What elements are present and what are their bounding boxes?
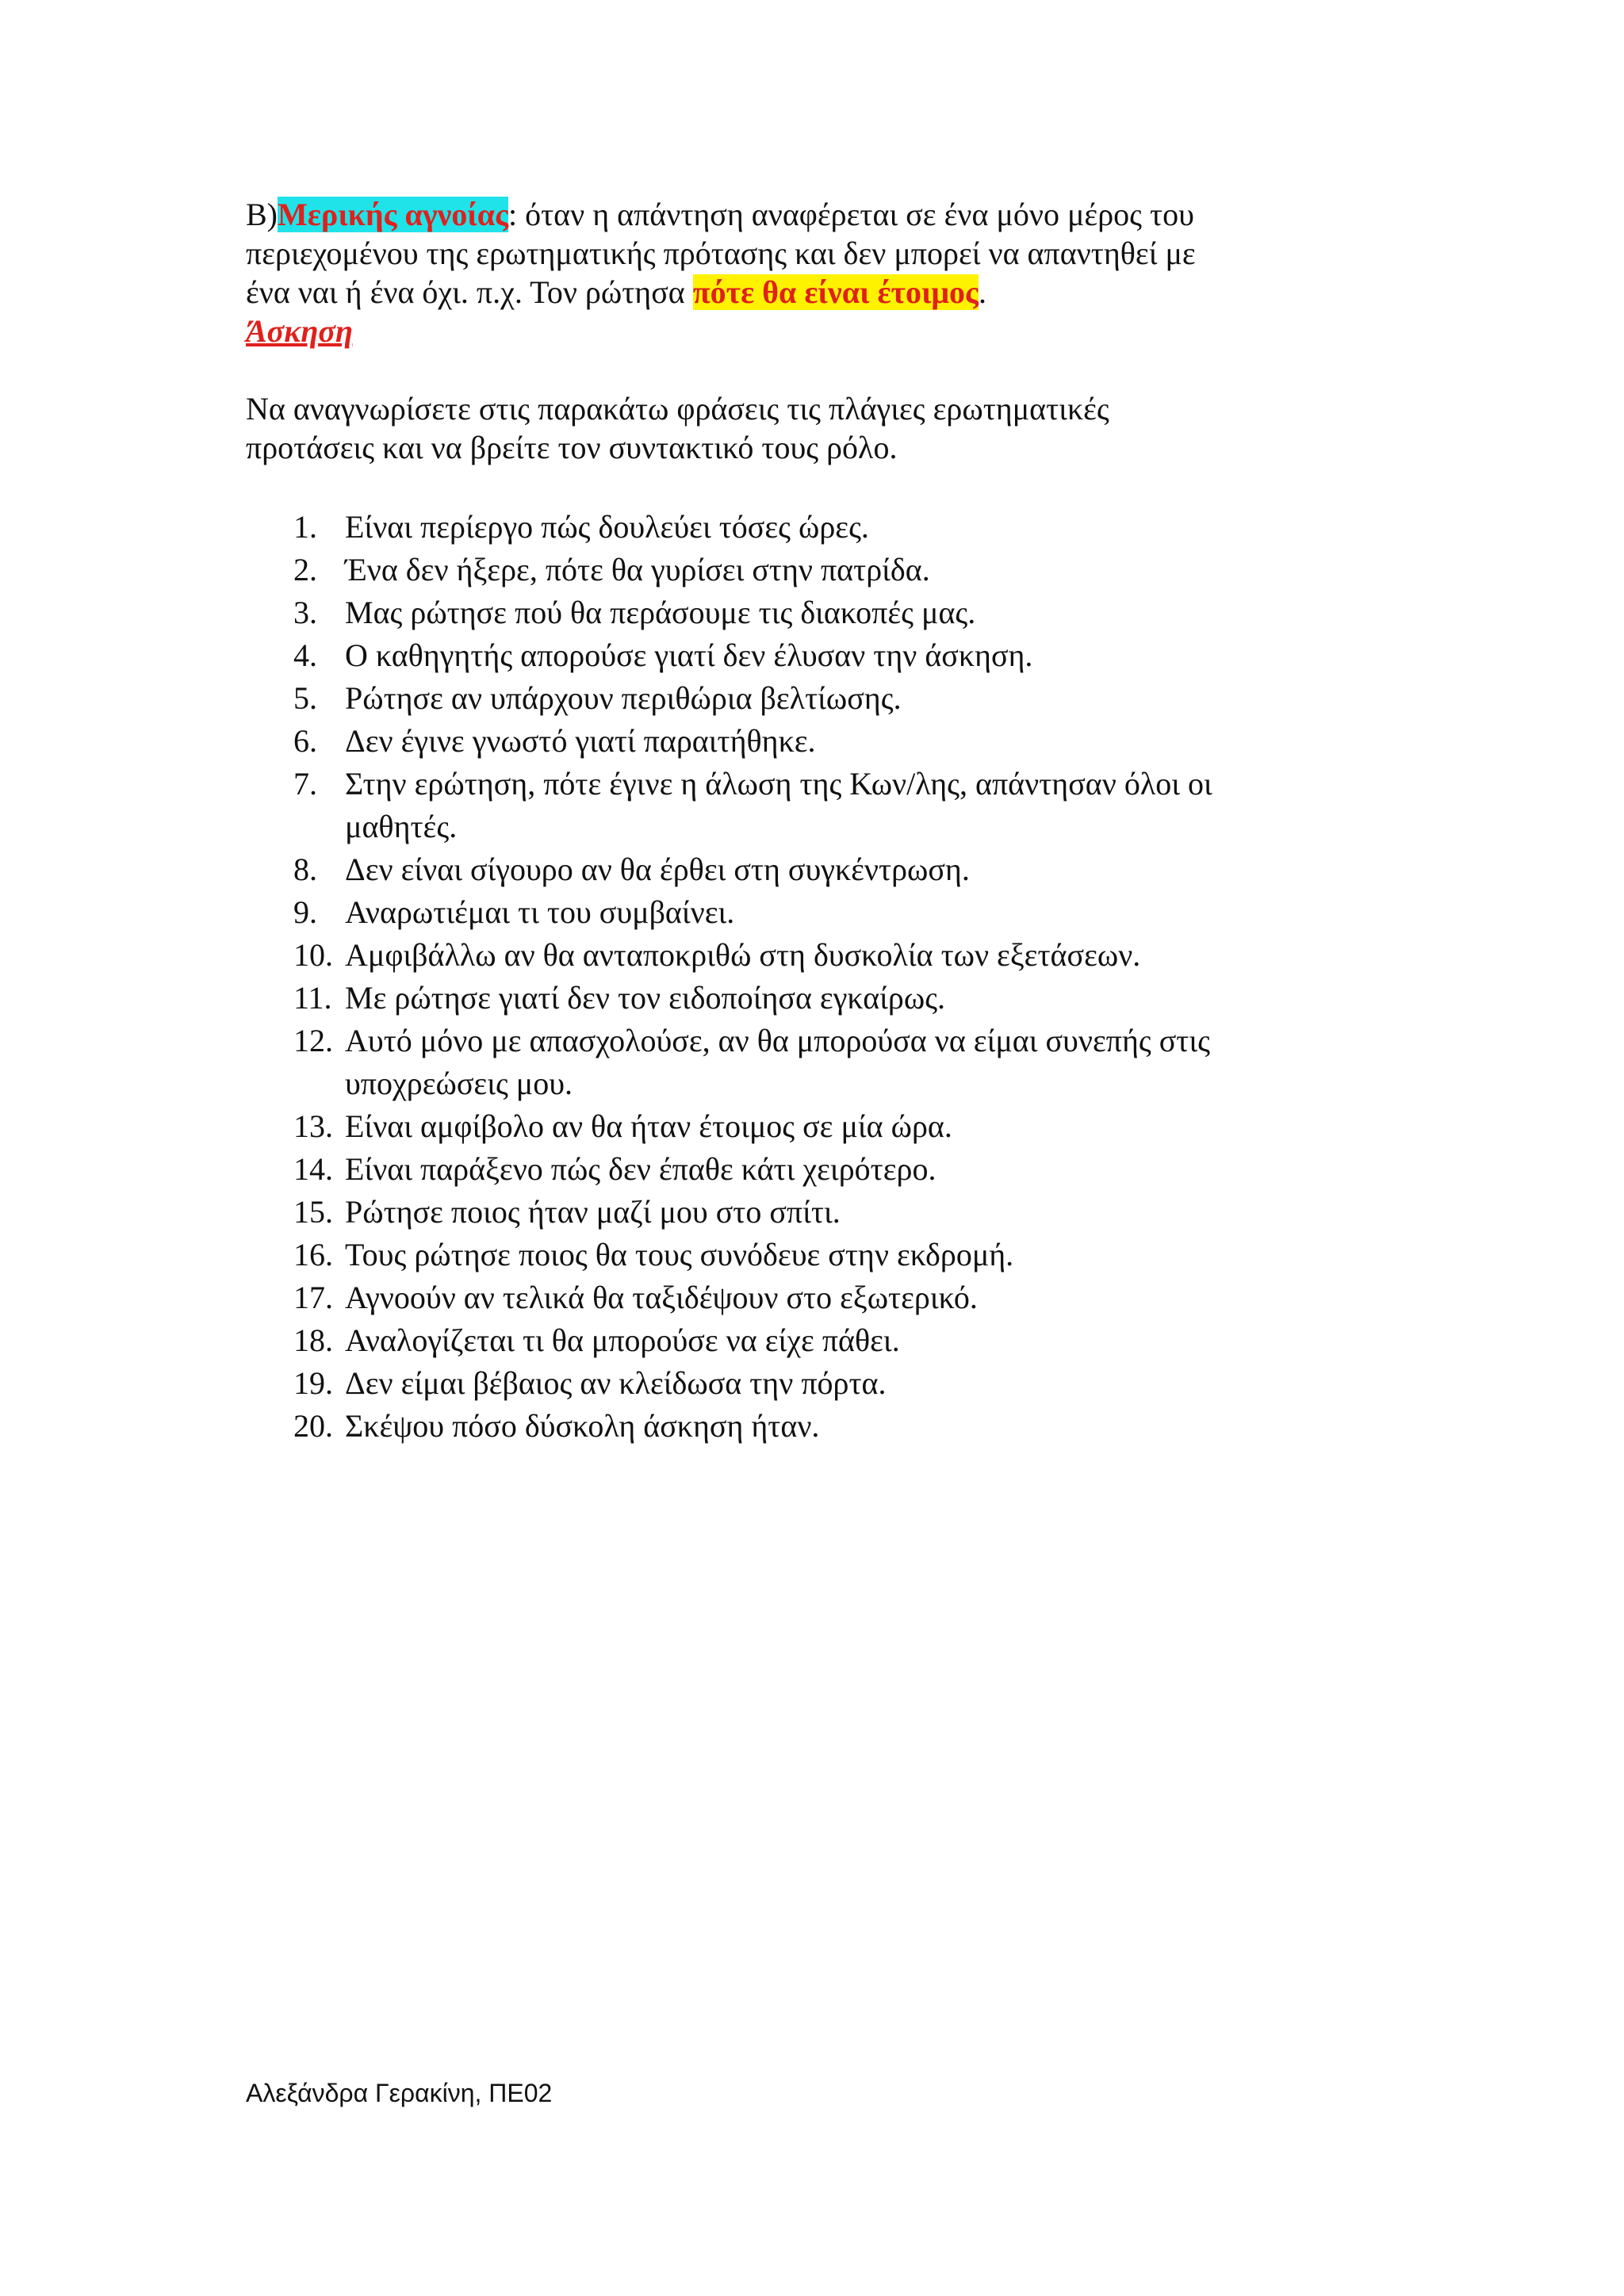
list-item	[246, 506, 1388, 549]
list-item-text-line: Αναρωτιέμαι τι του συμβαίνει.	[345, 894, 735, 930]
list-item	[246, 934, 1388, 977]
list-item	[246, 891, 1388, 934]
list-item-text-line: Δεν έγινε γνωστό γιατί παραιτήθηκε.	[345, 723, 816, 759]
instruction-line-1: Να αναγνωρίσετε στις παρακάτω φράσεις τις πλάγιες ερωτηματικές	[246, 391, 1109, 427]
list-item-number	[246, 763, 345, 848]
list-item	[246, 1405, 1388, 1448]
list-item	[246, 848, 1388, 891]
list-item-number	[246, 1148, 345, 1191]
list-item-number-text: 2.	[293, 552, 317, 587]
list-item-number	[246, 1362, 345, 1405]
list-item-text-line: Είναι παράξενο πώς δεν έπαθε κάτι χειρότερο.	[345, 1151, 936, 1187]
list-item-text-line: Ρώτησε αν υπάρχουν περιθώρια βελτίωσης.	[345, 680, 902, 716]
list-item-number	[246, 1405, 345, 1448]
list-item	[246, 1362, 1388, 1405]
intro-line-1-text: : όταν η απάντηση αναφέρεται σε ένα μόνο μέρος του	[508, 197, 1194, 232]
exercise-list	[246, 506, 1388, 1448]
list-item-number-text: 12.	[293, 1023, 333, 1058]
list-item	[246, 763, 1388, 848]
list-item-text	[345, 720, 1388, 763]
list-item-text-line: Ένα δεν ήξερε, πότε θα γυρίσει στην πατρίδα.	[345, 552, 930, 587]
list-item-text-line: Μας ρώτησε πού θα περάσουμε τις διακοπές μας.	[345, 595, 976, 630]
list-item-text	[345, 1276, 1388, 1319]
list-item-number-text: 5.	[293, 680, 317, 716]
intro-prefix: Β)	[246, 197, 278, 232]
list-item-number	[246, 591, 345, 634]
list-item-number	[246, 1105, 345, 1148]
list-item-number-text: 19.	[293, 1365, 333, 1401]
list-item-number-text: 20.	[293, 1408, 333, 1444]
list-item-text	[345, 1105, 1388, 1148]
list-item	[246, 1191, 1388, 1234]
list-item-number	[246, 934, 345, 977]
list-item	[246, 1319, 1388, 1362]
list-item-text-line: Είναι περίεργο πώς δουλεύει τόσες ώρες.	[345, 509, 869, 545]
list-item	[246, 1148, 1388, 1191]
list-item-text-line-continued: μαθητές.	[345, 809, 458, 844]
list-item-text-line: Αυτό μόνο με απασχολούσε, αν θα μπορούσα να είμαι συνεπής στις	[345, 1023, 1210, 1058]
spacer	[246, 350, 1388, 389]
list-item-number	[246, 977, 345, 1020]
list-item-number-text: 7.	[293, 766, 317, 802]
exercise-heading: Άσκηση	[246, 313, 353, 349]
list-item-text	[345, 549, 1388, 591]
list-item-text	[345, 934, 1388, 977]
list-item-text-line: Δεν είμαι βέβαιος αν κλείδωσα την πόρτα.	[345, 1365, 887, 1401]
list-item	[246, 1105, 1388, 1148]
list-item-text	[345, 591, 1388, 634]
list-item-number-text: 17.	[293, 1280, 333, 1315]
list-item	[246, 677, 1388, 720]
list-item	[246, 1234, 1388, 1276]
list-item-number-text: 3.	[293, 595, 317, 630]
list-item	[246, 1276, 1388, 1319]
list-item-text-line: Τους ρώτησε ποιος θα τους συνόδευε στην εκδρομή.	[345, 1237, 1014, 1272]
list-item-number	[246, 506, 345, 549]
list-item	[246, 977, 1388, 1020]
list-item-number	[246, 1276, 345, 1319]
list-item-text-line: Αμφιβάλλω αν θα ανταποκριθώ στη δυσκολία των εξετάσεων.	[345, 937, 1141, 973]
list-item-text	[345, 763, 1388, 848]
highlighted-example: πότε θα είναι έτοιμος	[692, 274, 979, 310]
list-item-text	[345, 848, 1388, 891]
list-item	[246, 720, 1388, 763]
instruction-line-2: προτάσεις και να βρείτε τον συντακτικό τους ρόλο.	[246, 430, 898, 465]
list-item-text-line: Δεν είναι σίγουρο αν θα έρθει στη συγκέντρωση.	[345, 851, 970, 887]
list-item-number	[246, 549, 345, 591]
list-item-text-line: Αγνοούν αν τελικά θα ταξιδέψουν στο εξωτερικό.	[345, 1280, 978, 1315]
list-item-number	[246, 1234, 345, 1276]
list-item	[246, 1020, 1388, 1105]
intro-line-1	[246, 195, 1388, 234]
list-item-number-text: 6.	[293, 723, 317, 759]
list-item-text	[345, 1362, 1388, 1405]
list-item-text	[345, 1405, 1388, 1448]
list-item-number	[246, 634, 345, 677]
list-item-text	[345, 634, 1388, 677]
list-item-text	[345, 677, 1388, 720]
highlighted-term: Μερικής αγνοίας	[278, 197, 508, 232]
list-item-number	[246, 720, 345, 763]
list-item	[246, 591, 1388, 634]
list-item-number	[246, 1020, 345, 1105]
document-body	[246, 195, 1388, 1448]
list-item-number	[246, 1191, 345, 1234]
footer-author: Αλεξάνδρα Γερακίνη, ΠΕ02	[246, 2079, 553, 2107]
intro-line-3-start: ένα ναι ή ένα όχι. π.χ. Τον ρώτησα	[246, 274, 693, 310]
list-item-text	[345, 1234, 1388, 1276]
intro-line-2: περιεχομένου της ερωτηματικής πρότασης και δεν μπορεί να απαντηθεί με	[246, 235, 1196, 271]
list-item-number	[246, 848, 345, 891]
list-item-number-text: 15.	[293, 1194, 333, 1230]
list-item-number	[246, 677, 345, 720]
intro-line-3-end: .	[978, 274, 986, 310]
list-item-text	[345, 891, 1388, 934]
list-item-text-line: Είναι αμφίβολο αν θα ήταν έτοιμος σε μία ώρα.	[345, 1108, 952, 1144]
list-item-text-line: Στην ερώτηση, πότε έγινε η άλωση της Κων/λης, απάντησαν όλοι οι	[345, 766, 1212, 802]
list-item-number-text: 18.	[293, 1322, 333, 1358]
list-item-text	[345, 1191, 1388, 1234]
list-item-text-line: Ρώτησε ποιος ήταν μαζί μου στο σπίτι.	[345, 1194, 841, 1230]
list-item-text	[345, 506, 1388, 549]
list-item-number-text: 14.	[293, 1151, 333, 1187]
list-item-number	[246, 1319, 345, 1362]
intro-line-3	[246, 273, 1388, 312]
list-item-number-text: 8.	[293, 851, 317, 887]
list-item-text-line: Αναλογίζεται τι θα μπορούσε να είχε πάθει.	[345, 1322, 900, 1358]
list-item-text-line: Με ρώτησε γιατί δεν τον ειδοποίησα εγκαίρως.	[345, 980, 946, 1016]
list-item-text	[345, 977, 1388, 1020]
list-item-number-text: 16.	[293, 1237, 333, 1272]
list-item-number-text: 1.	[293, 509, 317, 545]
list-item-text	[345, 1020, 1388, 1105]
list-item-text	[345, 1148, 1388, 1191]
list-item-number-text: 10.	[293, 937, 333, 973]
list-item-text-line: Ο καθηγητής απορούσε γιατί δεν έλυσαν την άσκηση.	[345, 637, 1033, 673]
list-item-number-text: 13.	[293, 1108, 333, 1144]
list-item-number	[246, 891, 345, 934]
list-item-number-text: 11.	[293, 980, 332, 1016]
list-item-number-text: 9.	[293, 894, 317, 930]
list-item-text	[345, 1319, 1388, 1362]
list-item	[246, 549, 1388, 591]
list-item-number-text: 4.	[293, 637, 317, 673]
list-item-text-line: Σκέψου πόσο δύσκολη άσκηση ήταν.	[345, 1408, 820, 1444]
list-item	[246, 634, 1388, 677]
list-item-text-line-continued: υποχρεώσεις μου.	[345, 1066, 573, 1101]
